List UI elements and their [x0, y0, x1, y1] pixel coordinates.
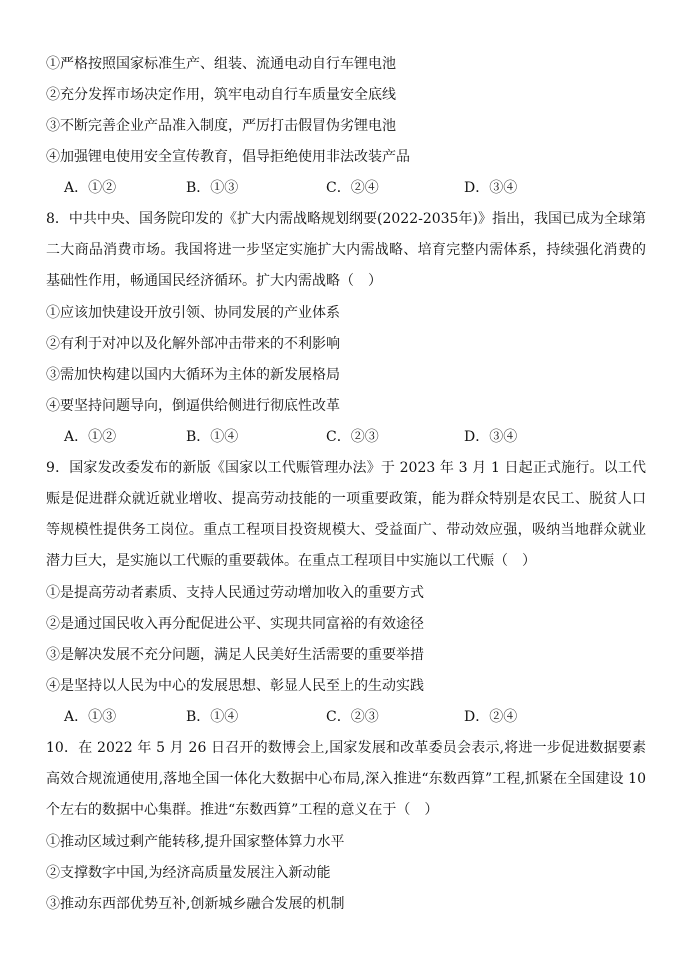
- q8-stem: 8．中共中央、国务院印发的《扩大内需战略规划纲要(2022-2035年)》指出，我国已成为全球第二大商品消费市场。我国将进一步坚定实施扩大内需战略、培育完整内需体系，持续强化消费的基础性作用，畅通国民经济循环。扩大内需战略（ ）: [46, 211, 646, 289]
- q7-options: [64, 178, 624, 198]
- q7-option-d[interactable]: D．③④: [464, 180, 518, 196]
- q9-option-c[interactable]: C．②③: [326, 709, 379, 725]
- q7-option-b[interactable]: B．①③: [186, 180, 239, 196]
- q7-item-3: ③不断完善企业产品准入制度，严厉打击假冒伪劣锂电池: [46, 118, 396, 134]
- q9-options: [64, 707, 624, 727]
- q9-option-b[interactable]: B．①④: [186, 709, 239, 725]
- q8-item-4: ④要坚持问题导向，倒逼供给侧进行彻底性改革: [46, 398, 340, 414]
- q9-item-4: ④是坚持以人民为中心的发展思想、彰显人民至上的生动实践: [46, 678, 424, 694]
- q9-stem: 9．国家发改委发布的新版《国家以工代赈管理办法》于 2023 年 3 月 1 日起正式施行。以工代赈是促进群众就近就业增收、提高劳动技能的一项重要政策，能为群众特别是农民工、脱贫人口等规模性提供务工岗位。重点工程项目投资规模大、受益面广、带动效应强，吸纳当地群众就业潜力巨大，是实施以工代赈的重要载体。在重点工程项目中实施以工代赈（ ）: [46, 460, 646, 569]
- q9-item-2: ②是通过国民收入再分配促进公平、实现共同富裕的有效途径: [46, 616, 424, 632]
- q9-option-d[interactable]: D．②④: [464, 709, 518, 725]
- q9-item-3: ③是解决发展不充分问题，满足人民美好生活需要的重要举措: [46, 647, 424, 663]
- q8-item-1: ①应该加快建设开放引领、协同发展的产业体系: [46, 305, 340, 321]
- q7-item-2: ②充分发挥市场决定作用，筑牢电动自行车质量安全底线: [46, 87, 396, 103]
- q8-option-a[interactable]: A．①②: [64, 429, 117, 445]
- q8-item-3: ③需加快构建以国内大循环为主体的新发展格局: [46, 367, 340, 383]
- q7-option-a[interactable]: A．①②: [64, 180, 117, 196]
- q8-option-b[interactable]: B．①④: [186, 429, 239, 445]
- q8-option-c[interactable]: C．②③: [326, 429, 379, 445]
- q9-option-a[interactable]: A．①③: [64, 709, 117, 725]
- q8-option-d[interactable]: D．③④: [464, 429, 518, 445]
- q7-item-1: ①严格按照国家标准生产、组装、流通电动自行车锂电池: [46, 56, 396, 72]
- q10-item-1: ①推动区域过剩产能转移,提升国家整体算力水平: [46, 834, 345, 850]
- q10-item-2: ②支撑数字中国,为经济高质量发展注入新动能: [46, 865, 331, 881]
- q7-item-4: ④加强锂电使用安全宣传教育，倡导拒绝使用非法改装产品: [46, 149, 410, 165]
- q10-stem: 10．在 2022 年 5 月 26 日召开的数博会上,国家发展和改革委员会表示,将进一步促进数据要素高效合规流通使用,落地全国一体化大数据中心布局,深入推进“东数西算”工程,抓紧在全国建设 10 个左右的数据中心集群。推进“东数西算”工程的意义在于（ ）: [46, 740, 646, 818]
- q8-item-2: ②有利于对冲以及化解外部冲击带来的不利影响: [46, 336, 340, 352]
- q9-item-1: ①是提高劳动者素质、支持人民通过劳动增加收入的重要方式: [46, 585, 424, 601]
- q8-options: [64, 427, 624, 447]
- q7-option-c[interactable]: C．②④: [326, 180, 379, 196]
- q10-item-3: ③推动东西部优势互补,创新城乡融合发展的机制: [46, 896, 345, 912]
